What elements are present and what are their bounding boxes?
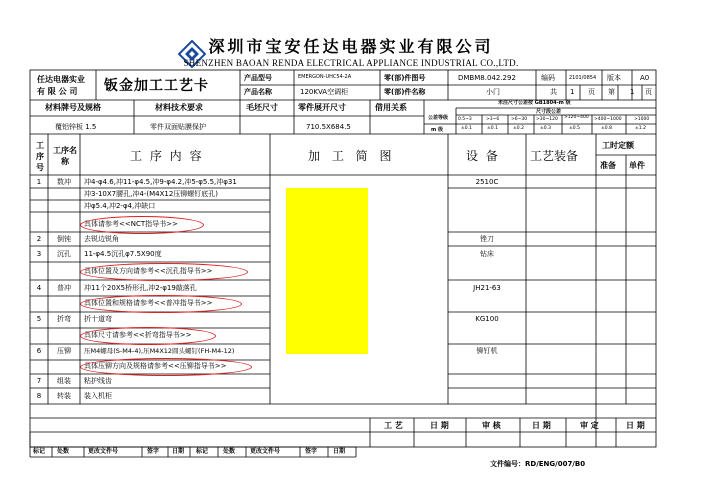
row-name: 数冲 (57, 178, 71, 186)
highlight-oval (80, 327, 216, 345)
tolerance-value: ±0.5 (569, 126, 580, 131)
borrow-label: 借用关系 (375, 103, 407, 112)
row-equipment: 锉刀 (480, 235, 494, 243)
tolerance-value: ±0.2 (513, 126, 524, 131)
tolerance-value: ±0.1 (461, 126, 472, 131)
row-content: 具体位置及方向请参考<<沉孔指导书>> (84, 267, 213, 275)
row-no: 6 (36, 347, 42, 355)
row-no: 5 (36, 315, 42, 323)
tolerance-range: >120~400 (564, 115, 589, 120)
footer-label: 标记 (33, 448, 46, 455)
card-title: 钣金加工工艺卡 (104, 78, 209, 94)
highlight-oval (80, 358, 252, 376)
row-content: 冲3-10X7腰孔,冲4-(M4X12压铆螺钉底孔) (84, 190, 218, 198)
row-equipment: 2510C (475, 178, 499, 186)
part-name-label: 零(部)件名称 (384, 88, 426, 96)
page-unit-2: 页 (645, 88, 652, 96)
material-brand-label: 材料牌号及规格 (45, 103, 101, 112)
sheet-value: 1 (630, 88, 635, 96)
product-model-label: 产品型号 (244, 74, 272, 82)
tolerance-range: >3~6 (486, 117, 500, 122)
row-content: 去锐边锐角 (84, 235, 119, 243)
row-equipment: 铆钉机 (476, 347, 498, 355)
signoff-review: 审 核 (482, 421, 501, 430)
row-content: 具体请参考<<NCT指导书>> (84, 220, 178, 228)
highlight-oval (80, 295, 242, 313)
row-no: 4 (36, 284, 42, 292)
footer-label: 日期 (172, 448, 185, 455)
col-unit: 单件 (629, 161, 645, 170)
tolerance-value: ±0.3 (540, 126, 551, 131)
row-name: 转装 (57, 392, 71, 400)
tolerance-subtitle: 尺寸段公差 (536, 109, 562, 115)
signoff-date: 日 期 (532, 421, 551, 430)
version-value: A0 (640, 74, 650, 82)
code-value: 2101/0854 (569, 75, 597, 81)
signoff-approve: 审 定 (580, 421, 599, 430)
product-model-value: EMERGON-UHC54-2A (298, 74, 352, 80)
tolerance-value: ±0.8 (601, 126, 612, 131)
row-no: 2 (36, 235, 42, 243)
highlight-oval (80, 216, 204, 234)
tolerance-m-label: m 级 (431, 127, 443, 133)
row-equipment: 钻床 (480, 250, 494, 258)
row-content: 具体压铆方向及规格请参考<<压铆指导书>> (84, 362, 227, 370)
product-name-label: 产品名称 (244, 88, 272, 96)
signoff-date: 日 期 (626, 421, 645, 430)
unfold-size-value: 710.5X684.5 (306, 123, 351, 131)
product-name-value: 120KVA空调柜 (300, 88, 349, 96)
footer-label: 签字 (147, 448, 160, 455)
row-content: 折十道弯 (84, 315, 112, 323)
code-label: 编码 (541, 74, 555, 82)
row-no: 7 (36, 377, 42, 385)
row-name: 组装 (57, 377, 71, 385)
row-content: 冲φ5.4,冲2-φ4,冲缺口 (84, 202, 156, 210)
row-name: 压铆 (57, 347, 71, 355)
footer-label: 处数 (57, 448, 70, 455)
tolerance-range: >30~120 (536, 117, 558, 122)
sheet-label: 第 (608, 88, 615, 96)
footer-label: 处数 (223, 448, 236, 455)
tolerance-range: >1000 (634, 117, 650, 122)
sketch-area (286, 188, 368, 354)
document-number: 文件编号：RD/ENG/007/B0 (490, 460, 586, 468)
col-tooling: 工艺装备 (530, 149, 579, 163)
row-content: 具体位置和规格请参考<<普冲指导书>> (84, 299, 213, 307)
part-name-value: 小门 (486, 88, 500, 96)
row-name: 倒钝 (57, 235, 71, 243)
part-drawing-no-label: 零(部)件图号 (384, 74, 426, 82)
signoff-date: 日 期 (430, 421, 449, 430)
row-name: 普冲 (57, 284, 71, 292)
row-equipment: KG100 (475, 315, 499, 323)
col-sketch: 加 工 简 图 (308, 149, 396, 163)
total-label: 共 (550, 88, 557, 96)
total-value: 1 (570, 88, 575, 96)
company-name-zh: 深圳市宝安任达电器实业有限公司 (208, 37, 494, 56)
row-content: 粘护线齿 (84, 377, 112, 385)
company-short-line1: 任达电器实业 (37, 75, 85, 84)
tolerance-range: >400~1000 (594, 117, 622, 122)
page-unit-1: 页 (588, 88, 595, 96)
col-equipment: 设 备 (466, 149, 500, 163)
row-content: 冲11个20X5桥形孔,冲2-φ19敲落孔 (84, 284, 197, 292)
tolerance-range: 0.5~3 (458, 117, 472, 122)
footer-label: 更改文件号 (250, 448, 281, 455)
tolerance-grade-label: 公差等级 (428, 115, 449, 121)
material-brand-value: 覆铝锌板 1.5 (55, 123, 97, 131)
highlight-oval (80, 263, 248, 281)
company-name-en: SHENZHEN BAOAN RENDA ELECTRICAL APPLIANCE INDUSTRIAL CO.,LTD. (183, 58, 519, 68)
version-label: 版本 (607, 74, 621, 82)
row-name: 沉孔 (57, 250, 71, 258)
row-content: 具体尺寸请参考<<折弯指导书>> (84, 331, 192, 339)
row-no: 1 (36, 178, 42, 186)
blank-size-label: 毛坯尺寸 (246, 103, 278, 112)
row-content: 压M4螺母(S-M4-4),压M4X12圆头螺钉(FH-M4-12) (84, 347, 235, 355)
col-quota: 工时定额 (602, 141, 634, 150)
footer-label: 签字 (305, 448, 318, 455)
material-tech-value: 零件双面贴膜保护 (150, 123, 206, 131)
tolerance-title: 未注尺寸公差按 GB1804-m 级 (498, 100, 571, 106)
tolerance-value: ±0.1 (487, 126, 498, 131)
row-name: 折弯 (57, 315, 71, 323)
tolerance-range: >6~30 (511, 117, 528, 122)
row-content: 装入机柜 (84, 392, 112, 400)
col-name: 工序名称 (53, 146, 77, 166)
row-no: 8 (36, 392, 42, 400)
part-drawing-no-value: DMBM8.042.292 (458, 74, 516, 82)
row-equipment: JH21-63 (473, 284, 501, 292)
footer-label: 日期 (333, 448, 346, 455)
company-short-line2: 有 限 公 司 (37, 87, 78, 96)
col-seq: 工序号 (36, 141, 44, 172)
row-content: 11-φ4.5沉孔φ7.5X90度 (84, 250, 162, 258)
col-content: 工 序 内 容 (130, 149, 204, 163)
row-no: 3 (36, 250, 42, 258)
material-tech-label: 材料技术要求 (155, 103, 203, 112)
tolerance-value: ±1.2 (635, 126, 646, 131)
signoff-process: 工 艺 (384, 421, 403, 430)
col-prep: 准备 (600, 161, 616, 170)
footer-label: 更改文件号 (88, 448, 119, 455)
footer-label: 标记 (196, 448, 209, 455)
row-content: 冲4-φ4.6,冲11-φ4.5,冲9-φ4.2,冲5-φ5.5,冲φ31 (84, 178, 237, 186)
unfold-size-label: 零件展开尺寸 (298, 103, 346, 112)
